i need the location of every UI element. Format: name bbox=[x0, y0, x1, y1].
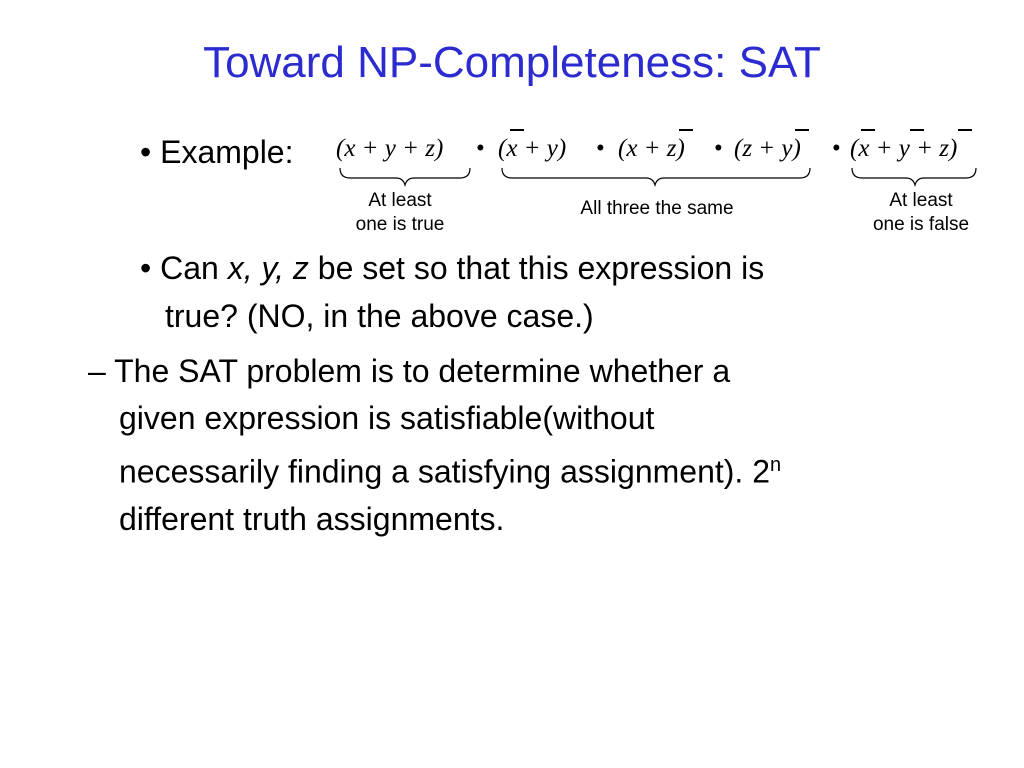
sat-line-1-text: The SAT problem is to determine whether a bbox=[114, 353, 731, 389]
formula-clause-5: (x + y + z) bbox=[850, 135, 958, 162]
question-rest: be set so that this expression is bbox=[308, 250, 765, 286]
negation-bar bbox=[510, 129, 524, 131]
example-label: Example: bbox=[160, 134, 294, 170]
example-bullet-line bbox=[140, 128, 293, 176]
annotation-all-same: All three the same bbox=[580, 198, 734, 219]
question-prefix: Can bbox=[160, 250, 228, 286]
formula-dot-2: • bbox=[596, 135, 605, 162]
underbrace-right bbox=[852, 168, 976, 185]
negation-bar bbox=[679, 129, 693, 131]
sat-line-4: different truth assignments. bbox=[119, 500, 505, 537]
formula-dot-3: • bbox=[714, 135, 723, 162]
formula-clause-4: (z + y) bbox=[734, 135, 801, 162]
question-vars: x, y, z bbox=[227, 250, 309, 286]
formula-clause-3: (x + z) bbox=[618, 135, 685, 162]
annotation-line: one is true bbox=[355, 214, 445, 235]
formula-dot-4: • bbox=[832, 135, 841, 162]
negation-bar bbox=[958, 129, 972, 131]
formula-clause-1: (x + y + z) bbox=[336, 135, 444, 162]
underbrace-middle bbox=[502, 168, 810, 185]
sat-line-3-text: necessarily finding a satisfying assignment). 2 bbox=[119, 453, 770, 490]
annotation-line: one is false bbox=[872, 214, 970, 235]
bullet-marker: • bbox=[140, 250, 152, 286]
negation-bar bbox=[861, 129, 875, 131]
formula-dot-1: • bbox=[476, 135, 485, 162]
underbrace-left bbox=[340, 168, 470, 185]
sat-line-1 bbox=[88, 348, 968, 395]
negation-bar bbox=[795, 129, 809, 131]
superscript-n: n bbox=[769, 454, 782, 476]
annotation-at-least-false bbox=[851, 189, 991, 237]
sat-line-3 bbox=[88, 442, 968, 496]
negation-bar bbox=[910, 129, 924, 131]
slide-title: Toward NP-Completeness: SAT bbox=[203, 38, 821, 87]
dash-marker: – bbox=[88, 353, 106, 389]
annotation-line: At least bbox=[889, 190, 953, 211]
formula-clause-2: (x + y) bbox=[498, 135, 567, 162]
bullet-marker: • bbox=[140, 134, 152, 170]
sat-line-2: given expression is satisfiable(without bbox=[119, 400, 655, 436]
annotation-at-least-true bbox=[335, 189, 465, 237]
question-bullet-line bbox=[140, 244, 960, 340]
annotation-line: At least bbox=[368, 190, 432, 211]
sat-description bbox=[88, 348, 968, 543]
question-line-2: true? (NO, in the above case.) bbox=[165, 298, 594, 334]
